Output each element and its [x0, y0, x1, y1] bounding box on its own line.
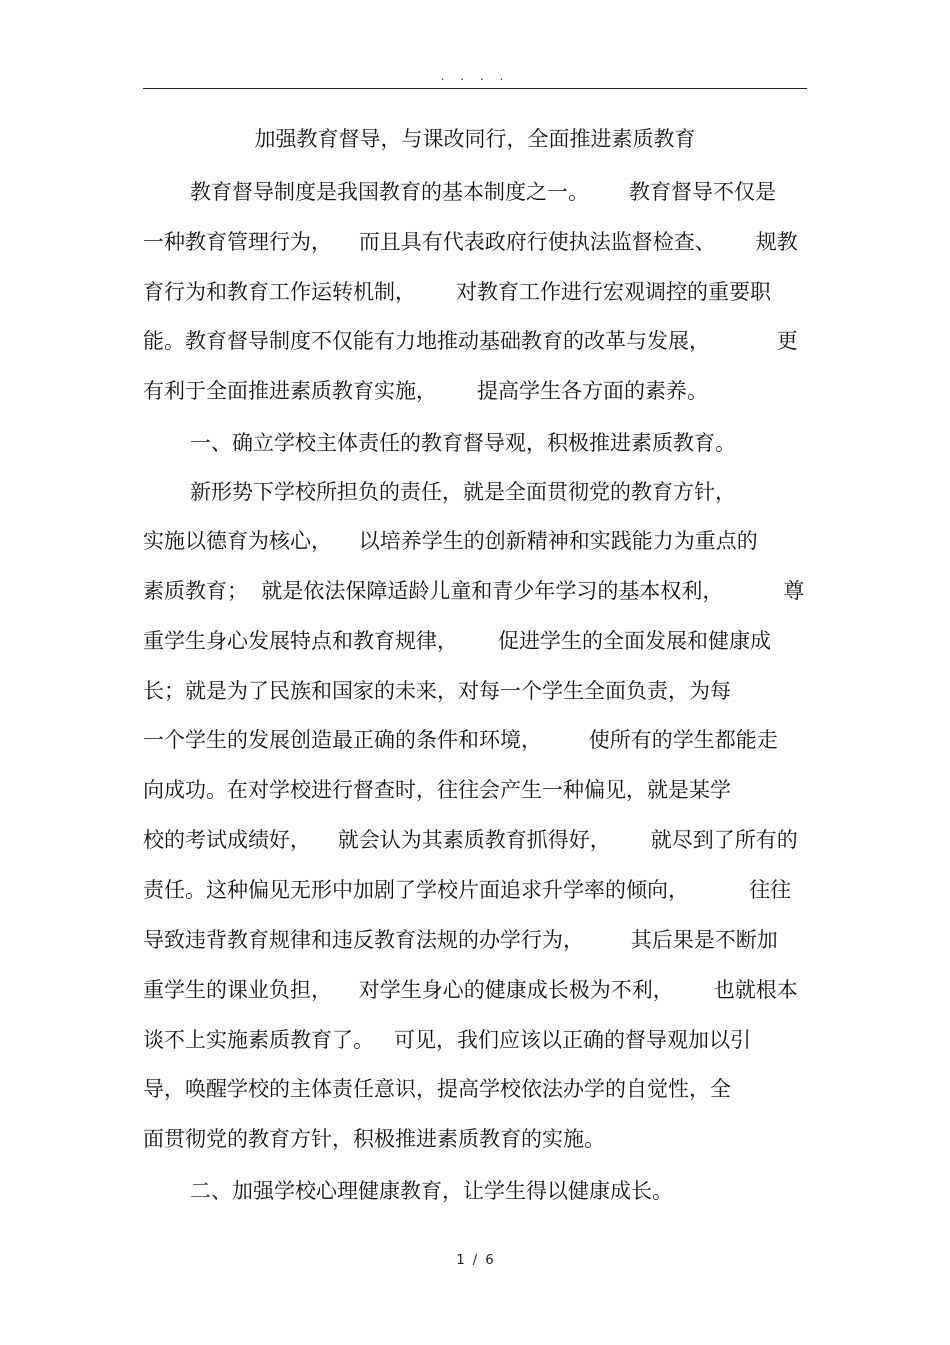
body-line: 重学生身心发展特点和教育规律， 促进学生的全面发展和健康成 [143, 629, 772, 653]
body-line: 向成功。在对学校进行督查时，往往会产生一种偏见，就是某学 [143, 778, 731, 802]
header-dots: . . . . [440, 69, 510, 83]
section-heading: 一、确立学校主体责任的教育督导观，积极推进素质教育。 [190, 431, 736, 455]
header-rule [143, 88, 807, 89]
body-line: 面贯彻党的教育方针，积极推进素质教育的实施。 [143, 1127, 605, 1151]
body-line: 教育督导制度是我国教育的基本制度之一。 教育督导不仅是 [190, 180, 777, 204]
body-line: 新形势下学校所担负的责任，就是全面贯彻党的教育方针， [190, 480, 736, 504]
section-heading: 二、加强学校心理健康教育，让学生得以健康成长。 [190, 1179, 673, 1203]
body-line: 责任。这种偏见无形中加剧了学校片面追求升学率的倾向， 往往 [143, 878, 792, 902]
body-line: 能。教育督导制度不仅能有力地推动基础教育的改革与发展， 更 [143, 329, 798, 353]
body-line: 谈不上实施素质教育了。 可见，我们应该以正确的督导观加以引 [143, 1028, 752, 1052]
body-line: 长；就是为了民族和国家的未来，对每一个学生全面负责，为每 [143, 679, 731, 703]
body-line: 一个学生的发展创造最正确的条件和环境， 使所有的学生都能走 [143, 728, 778, 752]
body-line: 育行为和教育工作运转机制， 对教育工作进行宏观调控的重要职 [143, 280, 772, 304]
document-title: 加强教育督导，与课改同行，全面推进素质教育 [254, 127, 696, 151]
body-line: 一种教育管理行为， 而且具有代表政府行使执法监督检查、 规教 [143, 230, 798, 254]
body-line: 校的考试成绩好， 就会认为其素质教育抓得好， 就尽到了所有的 [143, 828, 798, 852]
body-line: 重学生的课业负担， 对学生身心的健康成长极为不利， 也就根本 [143, 978, 798, 1002]
body-line: 实施以德育为核心， 以培养学生的创新精神和实践能力为重点的 [143, 529, 758, 553]
body-line: 有利于全面推进素质教育实施， 提高学生各方面的素养。 [143, 379, 709, 403]
body-line: 导致违背教育规律和违反教育法规的办学行为， 其后果是不断加 [143, 928, 778, 952]
page-number: 1 / 6 [456, 1253, 494, 1268]
body-line: 素质教育； 就是依法保障适龄儿童和青少年学习的基本权利， 尊 [143, 579, 805, 603]
body-line: 导，唤醒学校的主体责任意识，提高学校依法办学的自觉性，全 [143, 1077, 731, 1101]
